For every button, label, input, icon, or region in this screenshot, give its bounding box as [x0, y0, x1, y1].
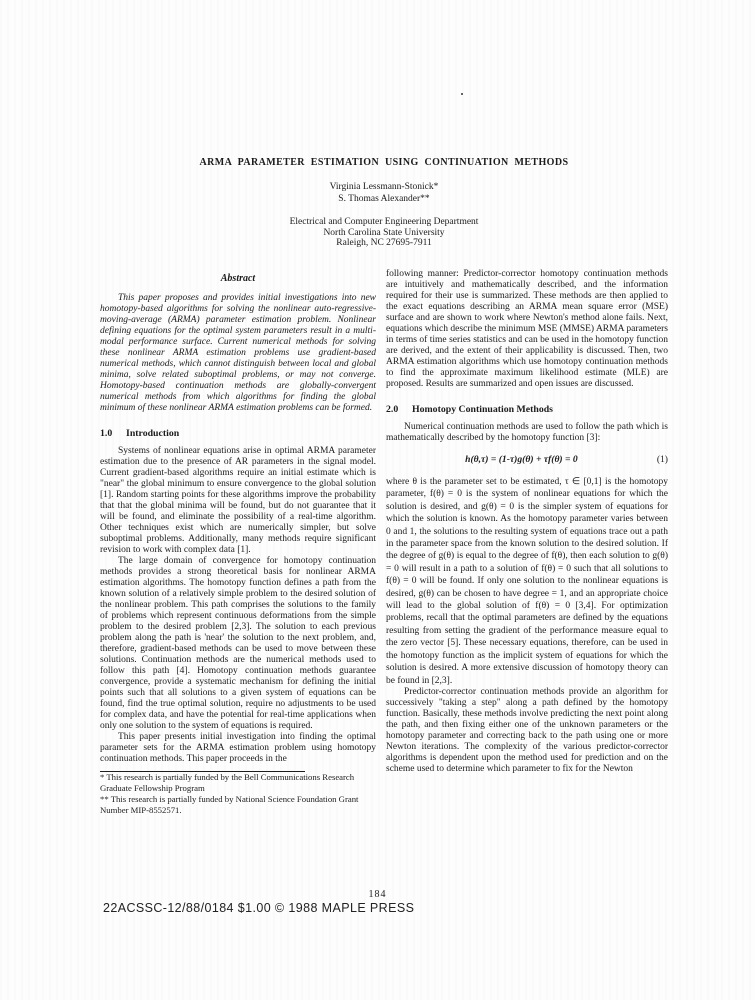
affiliation-department: Electrical and Computer Engineering Department	[289, 217, 479, 227]
section-label: Introduction	[126, 428, 180, 439]
page-number: 184	[368, 889, 387, 900]
paper-header	[100, 157, 668, 249]
affiliation-university: North Carolina State University	[323, 227, 445, 238]
author-name-2: S. Thomas Alexander**	[338, 193, 430, 204]
footnote-2: ** This research is partially funded by National Science Foundation Grant Number MIP-8552571.	[100, 794, 359, 815]
intro-paragraph-2: The large domain of convergence for homotopy continuation methods provides a strong theoretical basis for nonlinear ARMA estimation algorithms. The homotopy function defines a path from the known solution of a relatively simple problem to the desired solution of the nonlinear problem. This path comprises the solutions to the family of problems which represent continuous deformations from the simple problem to the desired problem [2,3]. The solution to each previous problem along the path is 'near' the solution to the next problem, and, therefore, gradient-based methods can be used to move between these solutions. Continuation methods are the numerical methods used to follow this path [4]. Homotopy continuation methods guarantee convergence, provide a systematic mechanism for defining the initial points such that all solutions to a given system of equations can be found, find the true optimal solution, require no adjustments to be used for complex data, and have the potential for real-time applications when only one solution to the system of equations is required.	[100, 556, 376, 731]
footnote-1: * This research is partially funded by the Bell Communications Research Graduate Fellowship Program	[100, 772, 355, 793]
paper-title: ARMA PARAMETER ESTIMATION USING CONTINUATION METHODS	[199, 157, 569, 168]
scan-artifact-dot	[461, 93, 463, 95]
section-number: 1.0	[100, 428, 113, 439]
intro-paragraph-3: This paper presents initial investigation into finding the optimal parameter sets for the ARMA estimation problem using homotopy continuation methods. This paper proceeds in the	[100, 732, 376, 764]
affiliation-address: Raleigh, NC 27695-7911	[336, 238, 432, 248]
equation-body: h(θ,τ) = (1-τ)g(θ) + τf(θ) = 0	[465, 454, 578, 465]
intro-paragraph-1: Systems of nonlinear equations arise in optimal ARMA parameter estimation due to the presence of AR parameters in the signal model. Current gradient-based algorithms require an initial estimate which is "near" the global minimum to ensure convergence to the global solution [1]. Random starting points for these algorithms improve the probability that that the global minima will be found, but do not guarantee that it will be found, and eliminate the possibility of a real-time algorithm. Other techniques exist which are numerically simpler, but solve suboptimal problems. Additionally, many methods require significant revision to work with complex data [1].	[100, 446, 376, 555]
abstract-text: This paper proposes and provides initial investigations into new homotopy-based algorithms for solving the nonlinear auto-regressive-moving-average (ARMA) parameter estimation problem. Nonlinear defining equations for the optimal system parameters result in a multi-modal performance surface. Current numerical methods for solving these nonlinear ARMA estimation problems use gradient-based numerical methods, which cannot distinguish between local and global minima, solve related suboptimal problems, or may not converge. Homotopy-based continuation methods are globally-convergent numerical methods from which algorithms for finding the global minimum of these nonlinear ARMA estimation problems can be formed.	[100, 293, 376, 413]
section-number: 2.0	[386, 404, 399, 415]
homotopy-intro-paragraph: Numerical continuation methods are used to follow the path which is mathematically described by the homotopy function [3]:	[386, 422, 668, 443]
section-label: Homotopy Continuation Methods	[412, 404, 553, 415]
abstract-heading: Abstract	[220, 273, 256, 284]
affiliation-block	[100, 217, 668, 249]
predictor-corrector-paragraph: Predictor-corrector continuation methods provide an algorithm for successively "taking a step" along a path defined by the homotopy function. Basically, these methods involve predicting the next point along the path, and then fixing either one of the unknown parameters or the homotopy parameter and correcting back to the path using one or more Newton iterations. The complexity of the various predictor-corrector algorithms is dependent upon the method used for prediction and on the scheme used to determine which parameter to fix for the Newton	[386, 686, 668, 774]
equation-1	[386, 454, 668, 465]
section-heading-introduction	[100, 428, 376, 439]
equation-explanation-paragraph: where θ is the parameter set to be estimated, τ ∈ [0,1] is the homotopy parameter, f(θ) = 0 is the system of nonlinear equations for which the solution is desired, and g(θ) = 0 is the simpler system of equations for which the solution is known. As the homotopy parameter varies between 0 and 1, the solutions to the resulting system of equations trace out a path in the parameter space from the known solution to the desired solution. If the degree of g(θ) is equal to the degree of f(θ), then each solution to g(θ) = 0 will result in a path to a solution of f(θ) = 0 such that all solutions to f(θ) = 0 will be found. If only one solution to the nonlinear equations is desired, g(θ) can be chosen to have degree = 1, and an appropriate choice will lead to the global solution of f(θ) = 0 [3,4]. For optimization problems, recall that the optimal parameters are defined by the equations resulting from setting the gradient of the performance measure equal to the zero vector [5]. These necessary equations, therefore, can be used in the homotopy function as the implicit system of equations for which the solution is desired. A more extensive discussion of homotopy theory can be found in [2,3].	[386, 477, 668, 686]
right-column	[386, 269, 668, 815]
equation-number: (1)	[656, 454, 668, 465]
two-column-body	[100, 269, 668, 815]
author-block	[100, 182, 668, 205]
section-heading-homotopy-methods	[386, 404, 668, 415]
overview-paragraph: following manner: Predictor-corrector homotopy continuation methods are intuitively and mathematically described, and the information required for their use is summarized. These methods are then applied to the exact equations describing an ARMA mean square error (MSE) surface and are shown to work where Newton's method alone fails. Next, equations which describe the minimum MSE (MMSE) ARMA parameters in terms of time series statistics and can be used in the homotopy function are derived, and the extent of their applicability is discussed. Then, two ARMA estimation algorithms which use homotopy continuation methods to find the approximate maximum likelihood estimate (MLE) are proposed. Results are summarized and open issues are discussed.	[386, 269, 668, 389]
left-column	[100, 269, 376, 815]
author-name-1: Virginia Lessmann-Stonick*	[329, 182, 439, 192]
copyright-line: 22ACSSC-12/88/0184 $1.00 © 1988 MAPLE PRESS	[103, 901, 415, 915]
